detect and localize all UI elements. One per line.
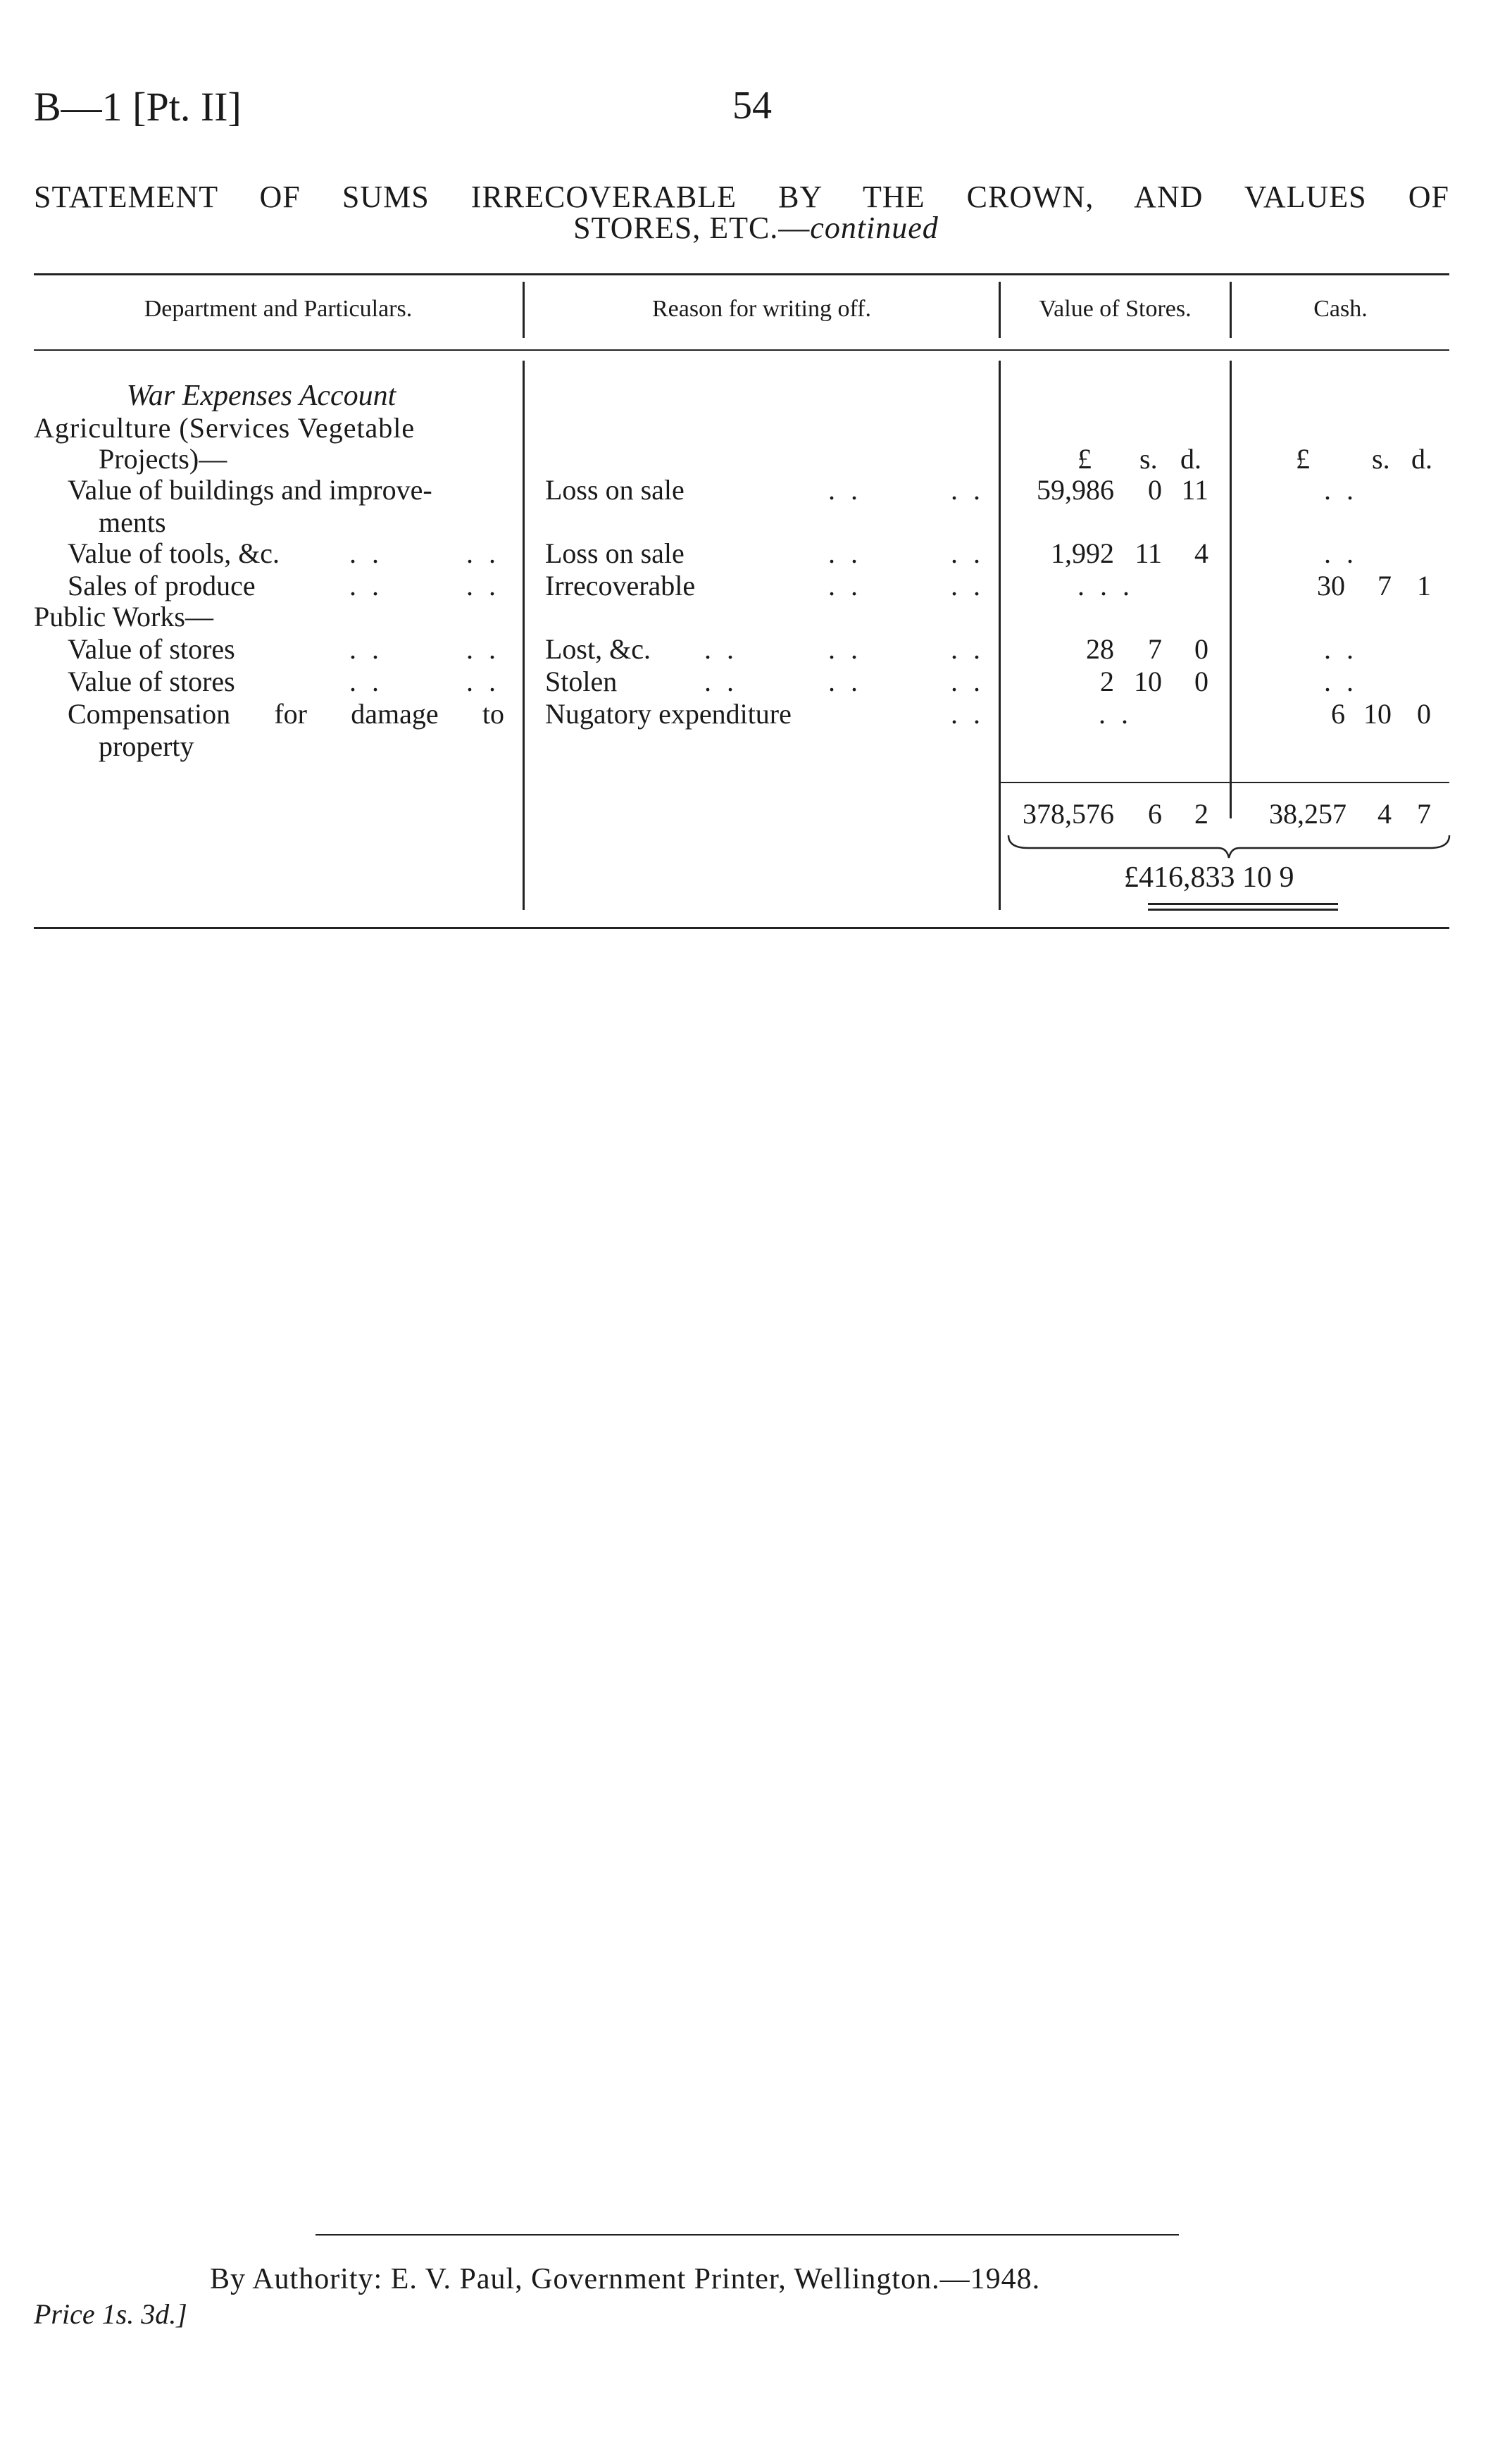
leader-dots: . . xyxy=(828,666,862,697)
cash-leader: . . xyxy=(1324,633,1358,665)
leader-dots: . . xyxy=(466,570,500,601)
cash-pound-unit: £ xyxy=(1296,443,1310,475)
leader-dots: . . xyxy=(466,666,500,697)
table-top-rule xyxy=(34,273,1449,275)
stores-shillings: 7 xyxy=(1148,633,1162,665)
table-row-reason: Nugatory expenditure xyxy=(545,698,792,730)
group-heading: Public Works— xyxy=(34,601,213,632)
leader-dots: . . xyxy=(951,698,985,730)
stores-shillings: 10 xyxy=(1134,666,1162,697)
totals-rule xyxy=(999,782,1449,783)
stores-pounds: 59,986 xyxy=(1037,474,1114,506)
table-row-particular: Compensation for damage to xyxy=(68,698,504,730)
table-row-reason: Irrecoverable xyxy=(545,570,696,601)
stores-pounds: 2 xyxy=(1100,666,1114,697)
total-brace xyxy=(1007,833,1451,861)
leader-dots: . . xyxy=(466,633,500,665)
cash-leader: . . xyxy=(1324,537,1358,569)
document-series: B—1 [Pt. II] xyxy=(34,84,242,130)
stores-pence: 11 xyxy=(1181,474,1208,506)
stores-total-pence: 2 xyxy=(1194,798,1208,830)
leader-dots: . . xyxy=(828,537,862,569)
group-heading: Agriculture (Services Vegetable xyxy=(34,412,416,444)
column-header-department: Department and Particulars. xyxy=(144,296,413,322)
printer-authority: By Authority: E. V. Paul, Government Printer, Wellington.—1948. xyxy=(210,2263,1041,2295)
leader-dots: . . xyxy=(951,537,985,569)
cash-total-shillings: 4 xyxy=(1377,798,1392,830)
column-header-cash: Cash. xyxy=(1313,296,1368,322)
leader-dots: . . xyxy=(951,633,985,665)
cash-pence: 0 xyxy=(1417,698,1431,730)
header-bottom-rule xyxy=(34,349,1449,351)
cash-shillings: 7 xyxy=(1377,570,1392,601)
table-row-reason: Lost, &c. xyxy=(545,633,651,665)
leader-dots: . . xyxy=(466,537,500,569)
stores-pence: 0 xyxy=(1194,666,1208,697)
leader-dots: . . xyxy=(828,570,862,601)
cash-pounds: 30 xyxy=(1317,570,1345,601)
stores-pounds: 28 xyxy=(1086,633,1114,665)
cash-leader: . . xyxy=(1324,666,1358,697)
cash-leader: . . xyxy=(1324,474,1358,506)
leader-dots: . . xyxy=(349,537,383,569)
page-number: 54 xyxy=(732,84,772,127)
leader-dots: . . xyxy=(951,474,985,506)
cash-shillings: 10 xyxy=(1363,698,1392,730)
stores-pence-unit: d. xyxy=(1180,443,1201,475)
leader-dots: . . xyxy=(951,570,985,601)
table-row-particular-cont: property xyxy=(99,730,194,762)
leader-dots: . . xyxy=(828,474,862,506)
table-bottom-rule xyxy=(34,927,1449,929)
stores-shilling-unit: s. xyxy=(1139,443,1158,475)
stores-total-shillings: 6 xyxy=(1148,798,1162,830)
table-row-particular: Value of tools, &c. xyxy=(68,537,280,569)
column-divider xyxy=(523,361,525,910)
table-row-reason: Stolen xyxy=(545,666,618,697)
column-header-stores: Value of Stores. xyxy=(1039,296,1192,322)
table-row-particular: Value of stores xyxy=(68,633,235,665)
subtitle-continued: continued xyxy=(810,211,939,245)
leader-dots: . . xyxy=(349,633,383,665)
footer-rule xyxy=(315,2234,1179,2236)
stores-shillings: 11 xyxy=(1135,537,1162,569)
stores-leader: . . xyxy=(1099,698,1132,730)
table-row-particular-cont: ments xyxy=(99,506,166,538)
stores-pence: 4 xyxy=(1194,537,1208,569)
cash-pounds: 6 xyxy=(1331,698,1345,730)
stores-shillings: 0 xyxy=(1148,474,1162,506)
leader-dots: . . xyxy=(349,666,383,697)
leader-dots: . . xyxy=(951,666,985,697)
leader-dots: . . xyxy=(704,633,738,665)
leader-dots: . . xyxy=(828,633,862,665)
cash-pence-unit: d. xyxy=(1411,443,1432,475)
table-row-particular: Value of buildings and improve- xyxy=(68,474,432,506)
price: Price 1s. 3d.] xyxy=(34,2298,187,2330)
stores-pounds: 1,992 xyxy=(1051,537,1114,569)
leader-dots: . . xyxy=(349,570,383,601)
cash-shilling-unit: s. xyxy=(1372,443,1390,475)
stores-leader: . . . xyxy=(1077,570,1134,601)
section-title: War Expenses Account xyxy=(126,380,396,412)
grand-total: £416,833 10 9 xyxy=(1124,861,1294,894)
cash-total: 38,257 xyxy=(1269,798,1347,830)
statement-subtitle xyxy=(0,210,1512,246)
table-row-particular: Sales of produce xyxy=(68,570,256,601)
column-divider xyxy=(1230,361,1232,818)
grand-total-underline xyxy=(1148,909,1338,911)
stores-pound-unit: £ xyxy=(1077,443,1092,475)
table-row-reason: Loss on sale xyxy=(545,474,685,506)
cash-total-pence: 7 xyxy=(1417,798,1431,830)
column-header-reason: Reason for writing off. xyxy=(652,296,871,322)
subtitle-text: STORES, ETC.— xyxy=(573,211,811,245)
stores-pence: 0 xyxy=(1194,633,1208,665)
grand-total-underline xyxy=(1148,903,1338,905)
statement-title: STATEMENT OF SUMS IRRECOVERABLE BY THE CROWN, AND VALUES OF xyxy=(34,180,1449,214)
cash-pence: 1 xyxy=(1417,570,1431,601)
table-row-particular: Value of stores xyxy=(68,666,235,697)
leader-dots: . . xyxy=(704,666,738,697)
stores-total: 378,576 xyxy=(1023,798,1114,830)
group-heading-cont: Projects)— xyxy=(99,443,227,475)
table-row-reason: Loss on sale xyxy=(545,537,685,569)
